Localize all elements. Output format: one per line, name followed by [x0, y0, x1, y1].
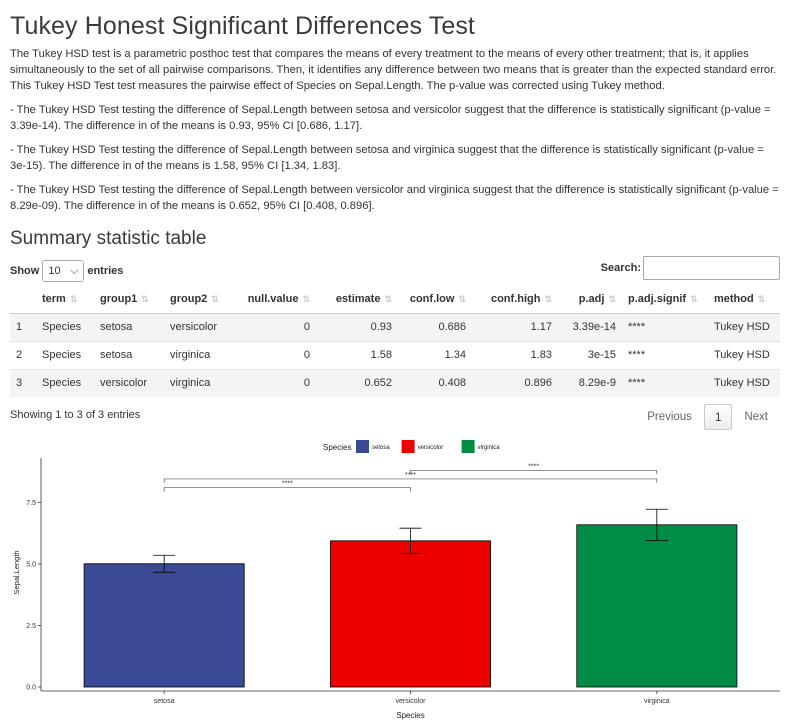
table-row: [10, 341, 780, 369]
significance-label-2: ****: [405, 471, 416, 479]
legend-key-virginica: [462, 440, 475, 453]
col-header-group1[interactable]: group1 ⇅: [94, 285, 164, 313]
table-cell: Species: [36, 369, 94, 397]
col-header-conf-high[interactable]: conf.high ⇅: [472, 285, 558, 313]
table-cell: ****: [622, 313, 708, 341]
x-tick-label-virginica: virginica: [643, 698, 670, 705]
y-tick-label: 0.0: [26, 684, 36, 692]
table-cell: versicolor: [94, 369, 164, 397]
previous-button[interactable]: Previous: [647, 411, 692, 423]
table-cell: 8.29e-9: [558, 369, 622, 397]
table-body: [10, 313, 780, 397]
table-cell: Species: [36, 341, 94, 369]
summary-table: [10, 285, 780, 397]
significance-bracket-3: [411, 470, 657, 474]
col-header-term[interactable]: term ⇅: [36, 285, 94, 313]
legend-title: Species: [323, 443, 352, 452]
table-cell: Tukey HSD: [708, 341, 780, 369]
chevron-down-icon: ⌵: [70, 264, 79, 277]
y-tick-label: 2.5: [26, 622, 36, 630]
table-cell: 0.652: [316, 369, 398, 397]
table-cell: 0: [238, 369, 316, 397]
entries-label: entries: [87, 265, 124, 277]
table-cell: 0.686: [398, 313, 472, 341]
legend-label-setosa: setosa: [372, 445, 390, 451]
y-tick-label: 5.0: [26, 561, 36, 569]
legend-key-versicolor: [402, 440, 415, 453]
table-cell: virginica: [164, 369, 238, 397]
significance-bracket-2: [164, 479, 657, 483]
bar-virginica: [577, 525, 737, 687]
col-header-index[interactable]: [10, 285, 36, 313]
finding-1: - The Tukey HSD Test testing the difference of Sepal.Length between setosa and versicolor suggest that the difference is statistically significant (p-value = 3.39e-14). The difference in of the means is 0.93, 95% CI [0.686, 1.17].: [10, 104, 771, 132]
x-axis-label: Species: [396, 711, 425, 720]
table-cell: ****: [622, 369, 708, 397]
table-cell: 0.93: [316, 313, 398, 341]
table-cell: 0: [238, 313, 316, 341]
table-controls: [10, 256, 780, 282]
table-cell: 1.83: [472, 341, 558, 369]
table-cell: 1.58: [316, 341, 398, 369]
y-tick-label: 7.5: [26, 499, 36, 507]
significance-label-3: ****: [528, 463, 540, 471]
table-cell: Species: [36, 313, 94, 341]
table-cell: 3: [10, 369, 36, 397]
col-header-null-value[interactable]: null.value ⇅: [238, 285, 316, 313]
table-row: [10, 313, 780, 341]
table-info: Showing 1 to 3 of 3 entries: [10, 409, 141, 421]
table-cell: 1: [10, 313, 36, 341]
table-row: [10, 369, 780, 397]
table-cell: Tukey HSD: [708, 369, 780, 397]
length-control: [10, 260, 123, 282]
significance-label-1: ****: [281, 480, 293, 488]
table-cell: setosa: [94, 341, 164, 369]
bar-versicolor: [330, 541, 490, 687]
table-cell: 1.17: [472, 313, 558, 341]
y-axis-label: Sepal.Length: [12, 550, 21, 595]
col-header-p-adj-signif[interactable]: p.adj.signif ⇅: [622, 285, 708, 313]
legend-key-setosa: [356, 440, 369, 453]
bar-setosa: [84, 564, 244, 687]
x-tick-label-setosa: setosa: [153, 698, 175, 705]
summary-heading: Summary statistic table: [10, 228, 207, 249]
table-cell: 1.34: [398, 341, 472, 369]
table-header-row: [10, 285, 780, 313]
significance-bracket-1: [164, 488, 410, 492]
table-cell: virginica: [164, 341, 238, 369]
page-1-button[interactable]: 1: [704, 404, 732, 430]
col-header-group2[interactable]: group2 ⇅: [164, 285, 238, 313]
x-tick-label-versicolor: versicolor: [395, 698, 426, 705]
finding-2: - The Tukey HSD Test testing the difference of Sepal.Length between setosa and virginica suggest that the difference is statistically significant (p-value = 3e-15). The difference in of the means is 1.58, 95% CI [1.34, 1.83].: [10, 144, 764, 172]
col-header-estimate[interactable]: estimate ⇅: [316, 285, 398, 313]
search-label: Search:: [600, 262, 641, 274]
intro-paragraph: The Tukey HSD test is a parametric posthoc test that compares the means of every treatment to the means of every other treatment; that is, it applies simultaneously to the set of all pairwise comparisons. Then, it identifies any difference between two means that is greater than the expected standard error. This Tukey HSD Test test measures the pairwise effect of Species on Sepal.Length. The p-value was corrected using Tukey method.: [10, 48, 777, 92]
bar-chart: [10, 436, 780, 720]
col-header-p-adj[interactable]: p.adj ⇅: [558, 285, 622, 313]
pagination: [635, 404, 780, 430]
col-header-method[interactable]: method ⇅: [708, 285, 780, 313]
legend-label-versicolor: versicolor: [417, 445, 444, 451]
table-cell: Tukey HSD: [708, 313, 780, 341]
table-cell: 3e-15: [558, 341, 622, 369]
table-cell: 3.39e-14: [558, 313, 622, 341]
finding-3: - The Tukey HSD Test testing the difference of Sepal.Length between versicolor and virginica suggest that the difference is statistically significant (p-value = 8.29e-09). The difference in of the means is 0.652, 95% CI [0.408, 0.896].: [10, 184, 779, 212]
entries-select-value: 10: [48, 265, 61, 277]
page-title: Tukey Honest Significant Differences Test: [10, 12, 475, 40]
entries-select[interactable]: [42, 260, 84, 282]
table-cell: 0: [238, 341, 316, 369]
table-cell: setosa: [94, 313, 164, 341]
table-cell: ****: [622, 341, 708, 369]
col-header-conf-low[interactable]: conf.low ⇅: [398, 285, 472, 313]
next-button[interactable]: Next: [744, 411, 768, 423]
search-input[interactable]: [643, 256, 780, 280]
legend-label-virginica: virginica: [477, 445, 500, 451]
table-cell: 0.408: [398, 369, 472, 397]
table-cell: 0.896: [472, 369, 558, 397]
table-cell: versicolor: [164, 313, 238, 341]
show-label: Show: [10, 265, 40, 277]
search-control: [601, 256, 780, 280]
table-cell: 2: [10, 341, 36, 369]
